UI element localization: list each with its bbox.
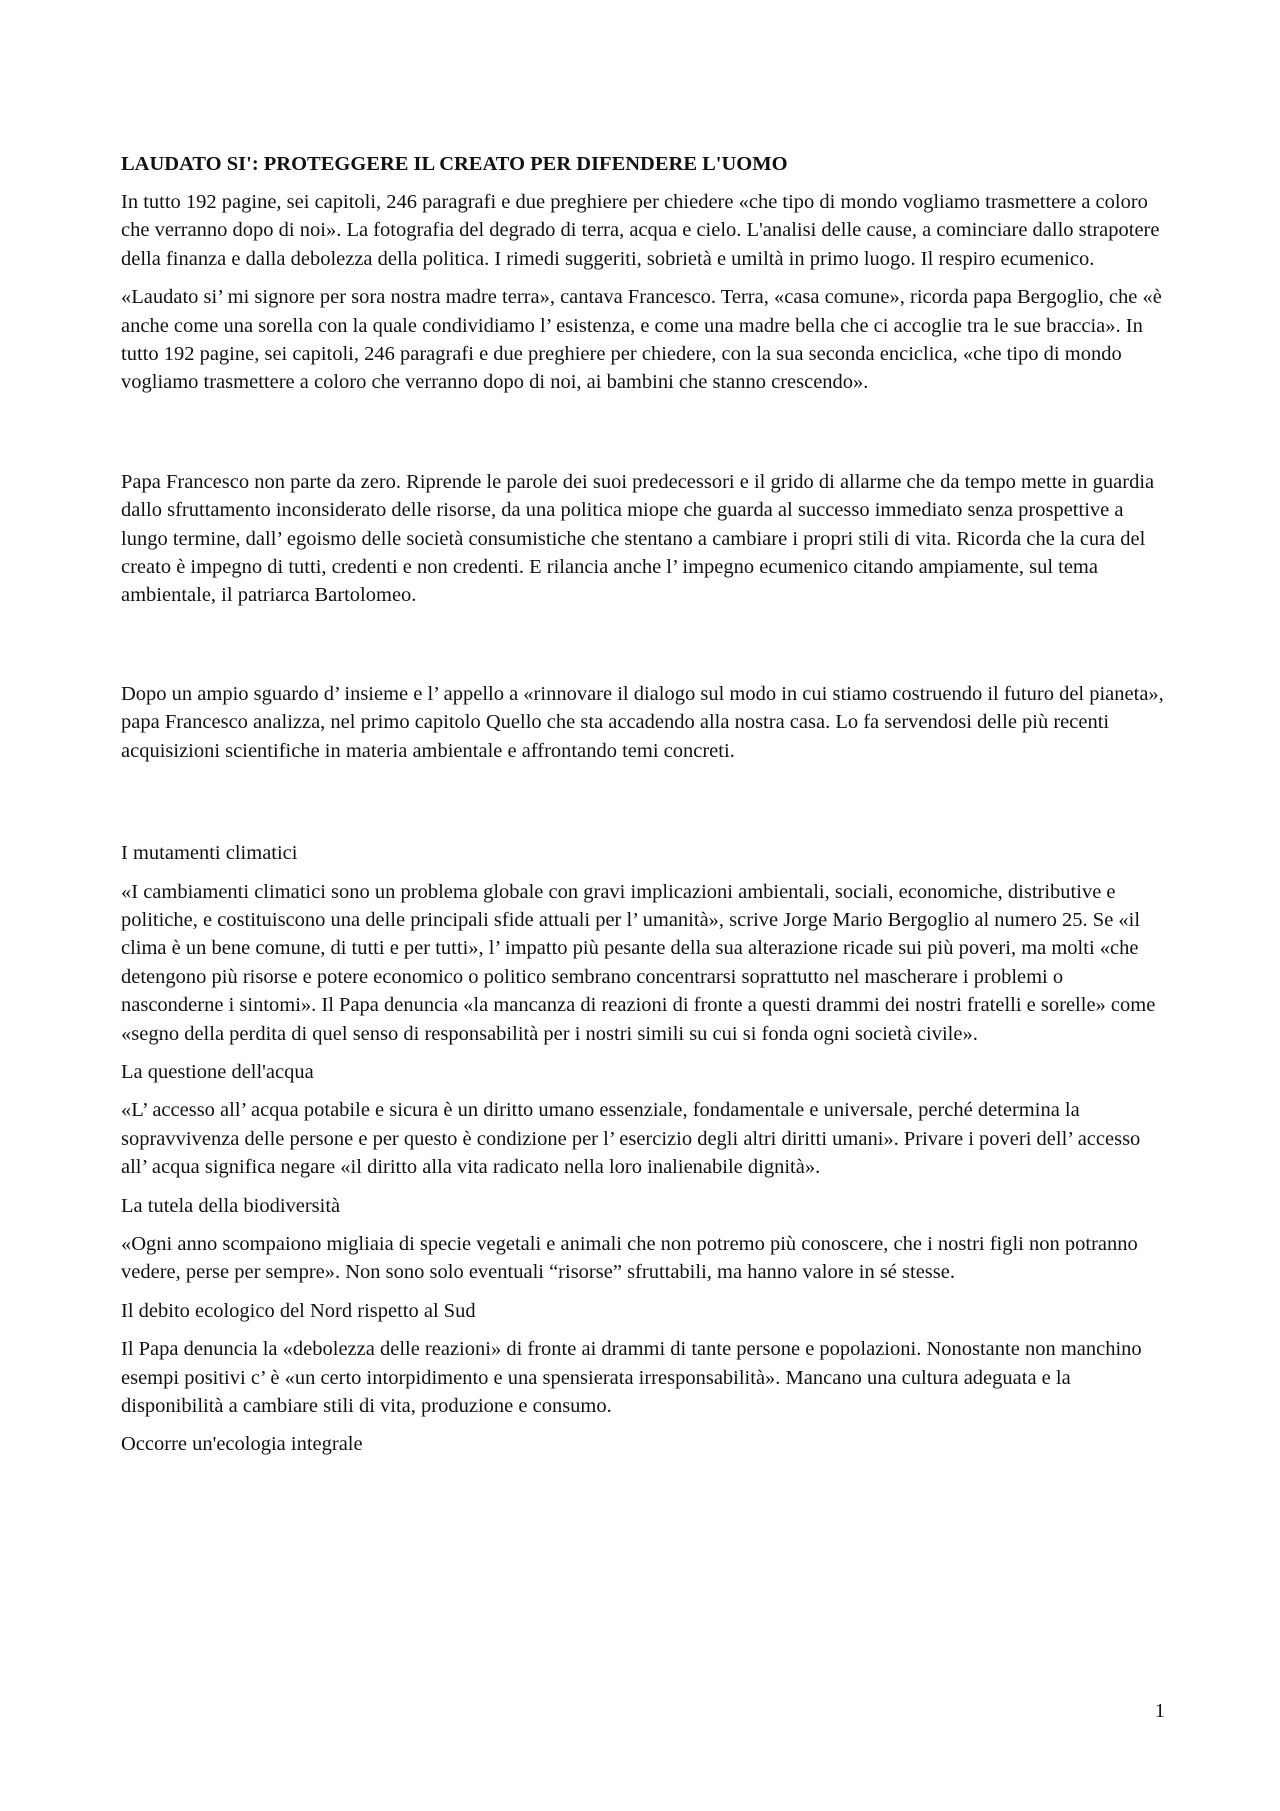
- first-chapter-paragraph: Dopo un ampio sguardo d’ insieme e l’ appello a «rinnovare il dialogo sul modo in cui stiamo costruendo il futuro del pianeta», papa Francesco analizza, nel primo capitolo Quello che sta accadendo alla nostra casa. Lo fa servendosi delle più recenti acquisizioni scientifiche in materia ambientale e affrontando temi concreti.: [121, 682, 1164, 762]
- document-title: LAUDATO SI': PROTEGGERE IL CREATO PER DIFENDERE L'UOMO: [121, 153, 788, 175]
- section-heading-biodiversity: La tutela della biodiversità: [121, 1194, 341, 1217]
- section-text-water: «L’ accesso all’ acqua potabile e sicura è un diritto umano essenziale, fondamentale e universale, perché determina la sopravvivenza delle persone e per questo è condizione per l’ esercizio degli altri diritti umani». Privare i poveri dell’ accesso all’ acqua significa negare «il diritto alla vita radicato nella loro inalienabile dignità».: [121, 1099, 1141, 1179]
- section-heading-climate: I mutamenti climatici: [121, 842, 298, 865]
- page-number: 1: [1154, 1700, 1165, 1722]
- laudato-si-paragraph: «Laudato si’ mi signore per sora nostra madre terra», cantava Francesco. Terra, «casa comune», ricorda papa Bergoglio, che «è anche come una sorella con la quale condividiamo l’ esistenza, e come una madre bella che ci accoglie tra le sue braccia». In tutto 192 pagine, sei capitoli, 246 paragrafi e due preghiere per chiedere, con la sua seconda enciclica, «che tipo di mondo vogliamo trasmettere a coloro che verranno dopo di noi, ai bambini che stanno crescendo».: [121, 286, 1162, 394]
- section-text-ecological-debt: Il Papa denuncia la «debolezza delle reazioni» di fronte ai drammi di tante persone e popolazioni. Nonostante non manchino esempi positivi c’ è «un certo intorpidimento e una spensierata irresponsabilità». Mancano una cultura adeguata e la disponibilità a cambiare stili di vita, produzione e consumo.: [121, 1338, 1142, 1417]
- section-heading-integral-ecology: Occorre un'ecologia integrale: [121, 1433, 363, 1456]
- spacer: [121, 620, 1166, 680]
- document-body: [121, 150, 1166, 1469]
- spacer: [121, 407, 1166, 468]
- predecessors-paragraph: Papa Francesco non parte da zero. Riprende le parole dei suoi predecessori e il grido di allarme che da tempo mette in guardia dallo sfruttamento inconsiderato delle risorse, da una politica miope che guarda al successo immediato senza prospettive a lungo termine, dall’ egoismo delle società consumistiche che stentano a cambiare i propri stili di vita. Ricorda che la cura del creato è impegno di tutti, credenti e non credenti. E rilancia anche l’ impegno ecumenico citando ampiamente, sul tema ambientale, il patriarca Bartolomeo.: [121, 470, 1155, 607]
- section-text-biodiversity: «Ogni anno scompaiono migliaia di specie vegetali e animali che non potremo più conoscere, che i nostri figli non potranno vedere, perse per sempre». Non sono solo eventuali “risorse” sfruttabili, ma hanno valore in sé stesse.: [121, 1232, 1138, 1284]
- section-heading-ecological-debt: Il debito ecologico del Nord rispetto al Sud: [121, 1299, 476, 1322]
- section-text-climate: «I cambiamenti climatici sono un problema globale con gravi implicazioni ambientali, sociali, economiche, distributive e politiche, e costituiscono una delle principali sfide attuali per l’ umanità», scrive Jorge Mario Bergoglio al numero 25. Se «il clima è un bene comune, di tutti e per tutti», l’ impatto più pesante della sua alterazione ricade sui più poveri, ma molti «che detengono più risorse e potere economico o politico sembrano concentrarsi soprattutto nel mascherare i problemi o nasconderne i sintomi». Il Papa denuncia «la mancanza di reazioni di fronte a questi drammi dei nostri fratelli e sorelle» come «segno della perdita di quel senso di responsabilità per i nostri simili su cui si fonda ogni società civile».: [121, 880, 1156, 1045]
- section-heading-water: La questione dell'acqua: [121, 1060, 314, 1083]
- spacer: [121, 775, 1166, 839]
- intro-paragraph: In tutto 192 pagine, sei capitoli, 246 paragrafi e due preghiere per chiedere «che tipo di mondo vogliamo trasmettere a coloro che verranno dopo di noi». La fotografia del degrado di terra, acqua e cielo. L'analisi delle cause, a cominciare dallo strapotere della finanza e dalla debolezza della politica. I rimedi suggeriti, sobrietà e umiltà in primo luogo. Il respiro ecumenico.: [121, 191, 1160, 270]
